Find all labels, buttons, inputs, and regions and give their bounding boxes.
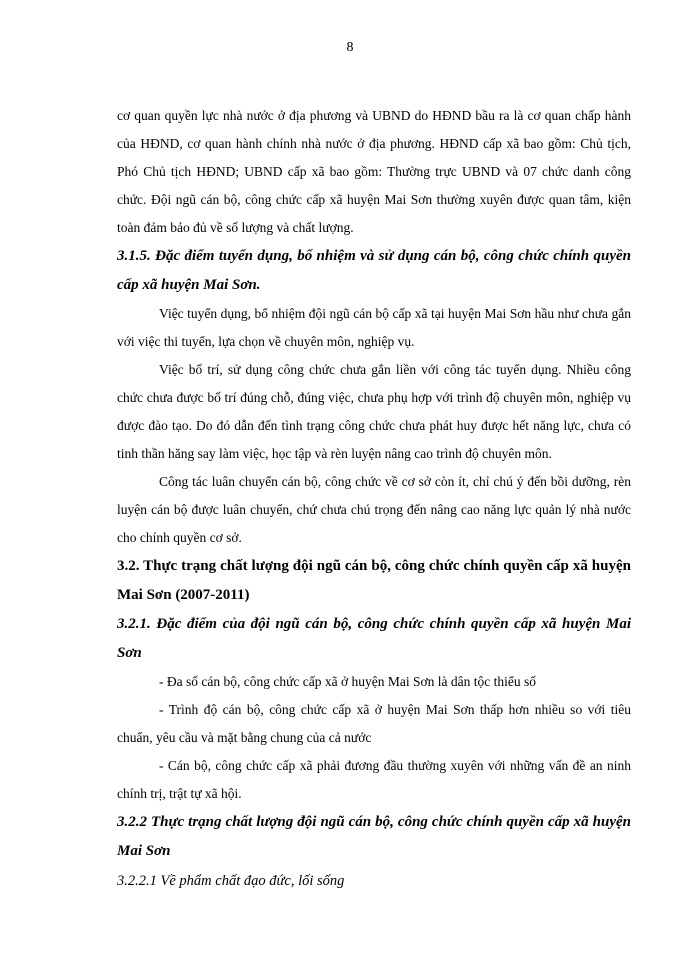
bullet-security: - Cán bộ, công chức cấp xã phải đương đầu thường xuyên với những vấn đề an ninh chính trị, trật tự xã hội.	[117, 758, 631, 801]
page-content	[117, 102, 631, 896]
rotation-paragraph: Công tác luân chuyển cán bộ, công chức về cơ sở còn ít, chỉ chú ý đến bồi dưỡng, rèn luyện cán bộ được luân chuyển, chứ chưa chú trọng đến nâng cao năng lực quản lý nhà nước cho chính quyền cơ sở.	[117, 474, 631, 545]
intro-paragraph: cơ quan quyền lực nhà nước ở địa phương và UBND do HĐND bầu ra là cơ quan chấp hành của HĐND, cơ quan hành chính nhà nước ở địa phương. HĐND cấp xã bao gồm: Chủ tịch, Phó Chủ tịch HĐND; UBND cấp xã bao gồm: Thường trực UBND và 07 chức danh công chức. Đội ngũ cán bộ, công chức cấp xã huyện Mai Sơn thường xuyên được quan tâm, kiện toàn đảm bảo đủ về số lượng và chất lượng.	[117, 108, 631, 235]
heading-3-2: 3.2. Thực trạng chất lượng đội ngũ cán bộ, công chức chính quyền cấp xã huyện Mai Sơn (2007-2011)	[117, 558, 631, 603]
heading-3-2-1: 3.2.1. Đặc điểm của đội ngũ cán bộ, công chức chính quyền cấp xã huyện Mai Sơn	[117, 616, 631, 661]
recruitment-paragraph: Việc tuyển dụng, bổ nhiệm đội ngũ cán bộ cấp xã tại huyện Mai Sơn hầu như chưa gắn với việc thi tuyển, lựa chọn về chuyên môn, nghiệp vụ.	[117, 306, 631, 349]
bullet-ethnic-minority: - Đa số cán bộ, công chức cấp xã ở huyện Mai Sơn là dân tộc thiểu số	[159, 674, 536, 689]
bullet-qualification: - Trình độ cán bộ, công chức cấp xã ở huyện Mai Sơn thấp hơn nhiều so với tiêu chuẩn, yêu cầu và mặt bằng chung của cả nước	[117, 702, 631, 745]
heading-3-2-2: 3.2.2 Thực trạng chất lượng đội ngũ cán bộ, công chức chính quyền cấp xã huyện Mai Sơn	[117, 814, 631, 859]
arrangement-paragraph: Việc bố trí, sử dụng công chức chưa gắn liền với công tác tuyển dụng. Nhiều công chức chưa được bố trí đúng chỗ, đúng việc, chưa phụ hợp với trình độ chuyên môn, nghiệp vụ được đào tạo. Do đó dẫn đến tình trạng công chức chưa phát huy được hết năng lực, chưa có tinh thần hăng say làm việc, học tập và rèn luyện nâng cao trình độ chuyên môn.	[117, 362, 631, 461]
heading-3-1-5: 3.1.5. Đặc điểm tuyển dụng, bổ nhiệm và sử dụng cán bộ, công chức chính quyền cấp xã huyện Mai Sơn.	[117, 248, 631, 293]
page-number: 8	[346, 40, 354, 55]
heading-3-2-2-1: 3.2.2.1 Về phẩm chất đạo đức, lối sống	[117, 873, 345, 889]
